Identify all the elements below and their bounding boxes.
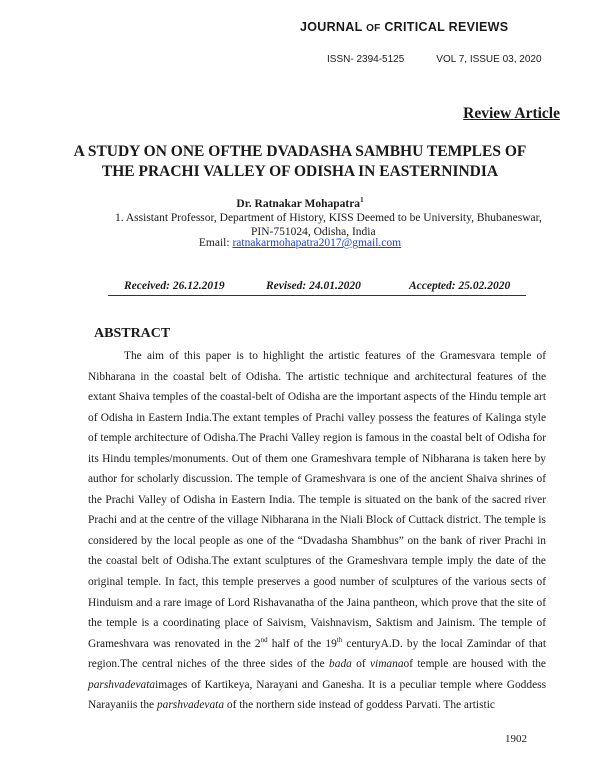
affiliation-line-1: 1. Assistant Professor, Department of History, KISS Deemed to be University, Bhubaneswar, xyxy=(115,212,542,224)
abstract-text-3: centuryA.D. by the local Zamindar of that region.The central niches of the three sides of the xyxy=(88,637,546,671)
journal-name-part1: JOURNAL xyxy=(300,20,363,34)
abstract-heading: ABSTRACT xyxy=(94,326,171,341)
sup-nd: nd xyxy=(260,635,268,644)
author-name xyxy=(0,196,600,210)
abstract-body xyxy=(88,346,546,716)
abstract-text-7: of the northern side instead of goddess Parvati. The artistic xyxy=(224,699,495,712)
volume-issue: VOL 7, ISSUE 03, 2020 xyxy=(436,54,542,65)
term-parshvadevata-2: parshvadevata xyxy=(156,699,225,712)
author-name-text: Dr. Ratnakar Mohapatra xyxy=(236,197,361,210)
email-line xyxy=(0,237,600,249)
dates-bar xyxy=(108,280,526,296)
abstract-text-4: of xyxy=(351,658,370,671)
email-label: Email: xyxy=(198,237,230,249)
accepted-date: Accepted: 25.02.2020 xyxy=(409,280,511,292)
received-date: Received: 26.12.2019 xyxy=(124,280,225,292)
abstract-text-5: of temple are housed with the xyxy=(403,658,546,671)
article-title xyxy=(60,142,540,182)
journal-name xyxy=(0,20,600,34)
sup-th: th xyxy=(336,635,343,644)
affiliation xyxy=(115,212,575,239)
journal-name-part2: OF xyxy=(366,23,381,34)
journal-name-part3: CRITICAL REVIEWS xyxy=(384,20,509,34)
revised-date: Revised: 24.01.2020 xyxy=(266,280,361,292)
abstract-text-1: The aim of this paper is to highlight the artistic features of the Gramesvara temple of Nibharana in the coastal belt of Odisha. The artistic technique and architectural features of the extant Shaiva temples of the coastal-belt of Odisha are the important aspects of the Hindu temple art of Odisha in Eastern India.The extant temples of Prachi valley possess the features of Kalinga style of temple architecture of Odisha.The Prachi Valley region is famous in the coastal belt of Odisha for its Hindu temples/monuments. Out of them one Grameshvara temple of Nibharana is taken here by author for scholarly discussion. The temple of Grameshvara is one of the ancient Shaiva shrines of the Prachi Valley of Odisha in Eastern India. The temple is situated on the bank of the sacred river Prachi and at the centre of the village Nibharana in the Niali Block of Cuttack district. The temple is considered by the local people as one of the “Dvadasha Shambhus” on the bank of river Prachi in the coastal belt of Odisha.The extant sculptures of the Grameshvara temple imply the date of the original temple. In fact, this temple preserves a good number of sculptures of the various sects of Hinduism and a rare image of Lord Rishavanatha of the Jaina pantheon, which prove that the site of the temple is a coordinating place of Saivism, Vaishnavism, Saktism and Jainism. The temple of Grameshvara was renovated in the 2 xyxy=(88,350,546,650)
page-number: 1902 xyxy=(505,733,527,745)
title-line-1: A STUDY ON ONE OFTHE DVADASHA SAMBHU TEMPLES OF xyxy=(73,143,527,160)
term-vimana: vimana xyxy=(369,658,404,671)
abstract-paragraph xyxy=(88,346,546,716)
email-link[interactable]: ratnakarmohapatra2017@gmail.com xyxy=(232,237,402,249)
title-line-2: THE PRACHI VALLEY OF ODISHA IN EASTERNINDIA xyxy=(101,163,499,180)
term-bada: bada xyxy=(329,658,352,671)
abstract-text-2: half of the 19 xyxy=(267,637,337,650)
affiliation-line-2: PIN-751024, Odisha, India xyxy=(251,225,376,238)
term-parshvadevata-1: parshvadevata xyxy=(88,678,156,691)
abstract-text-6: images of Kartikeya, Narayani and Ganesha. It is a peculiar temple where Goddess Narayaniis the xyxy=(88,678,546,712)
author-superscript: 1 xyxy=(360,196,364,204)
issn-line xyxy=(327,54,542,65)
article-type: Review Article xyxy=(463,105,560,122)
issn: ISSN- 2394-5125 xyxy=(327,54,405,65)
